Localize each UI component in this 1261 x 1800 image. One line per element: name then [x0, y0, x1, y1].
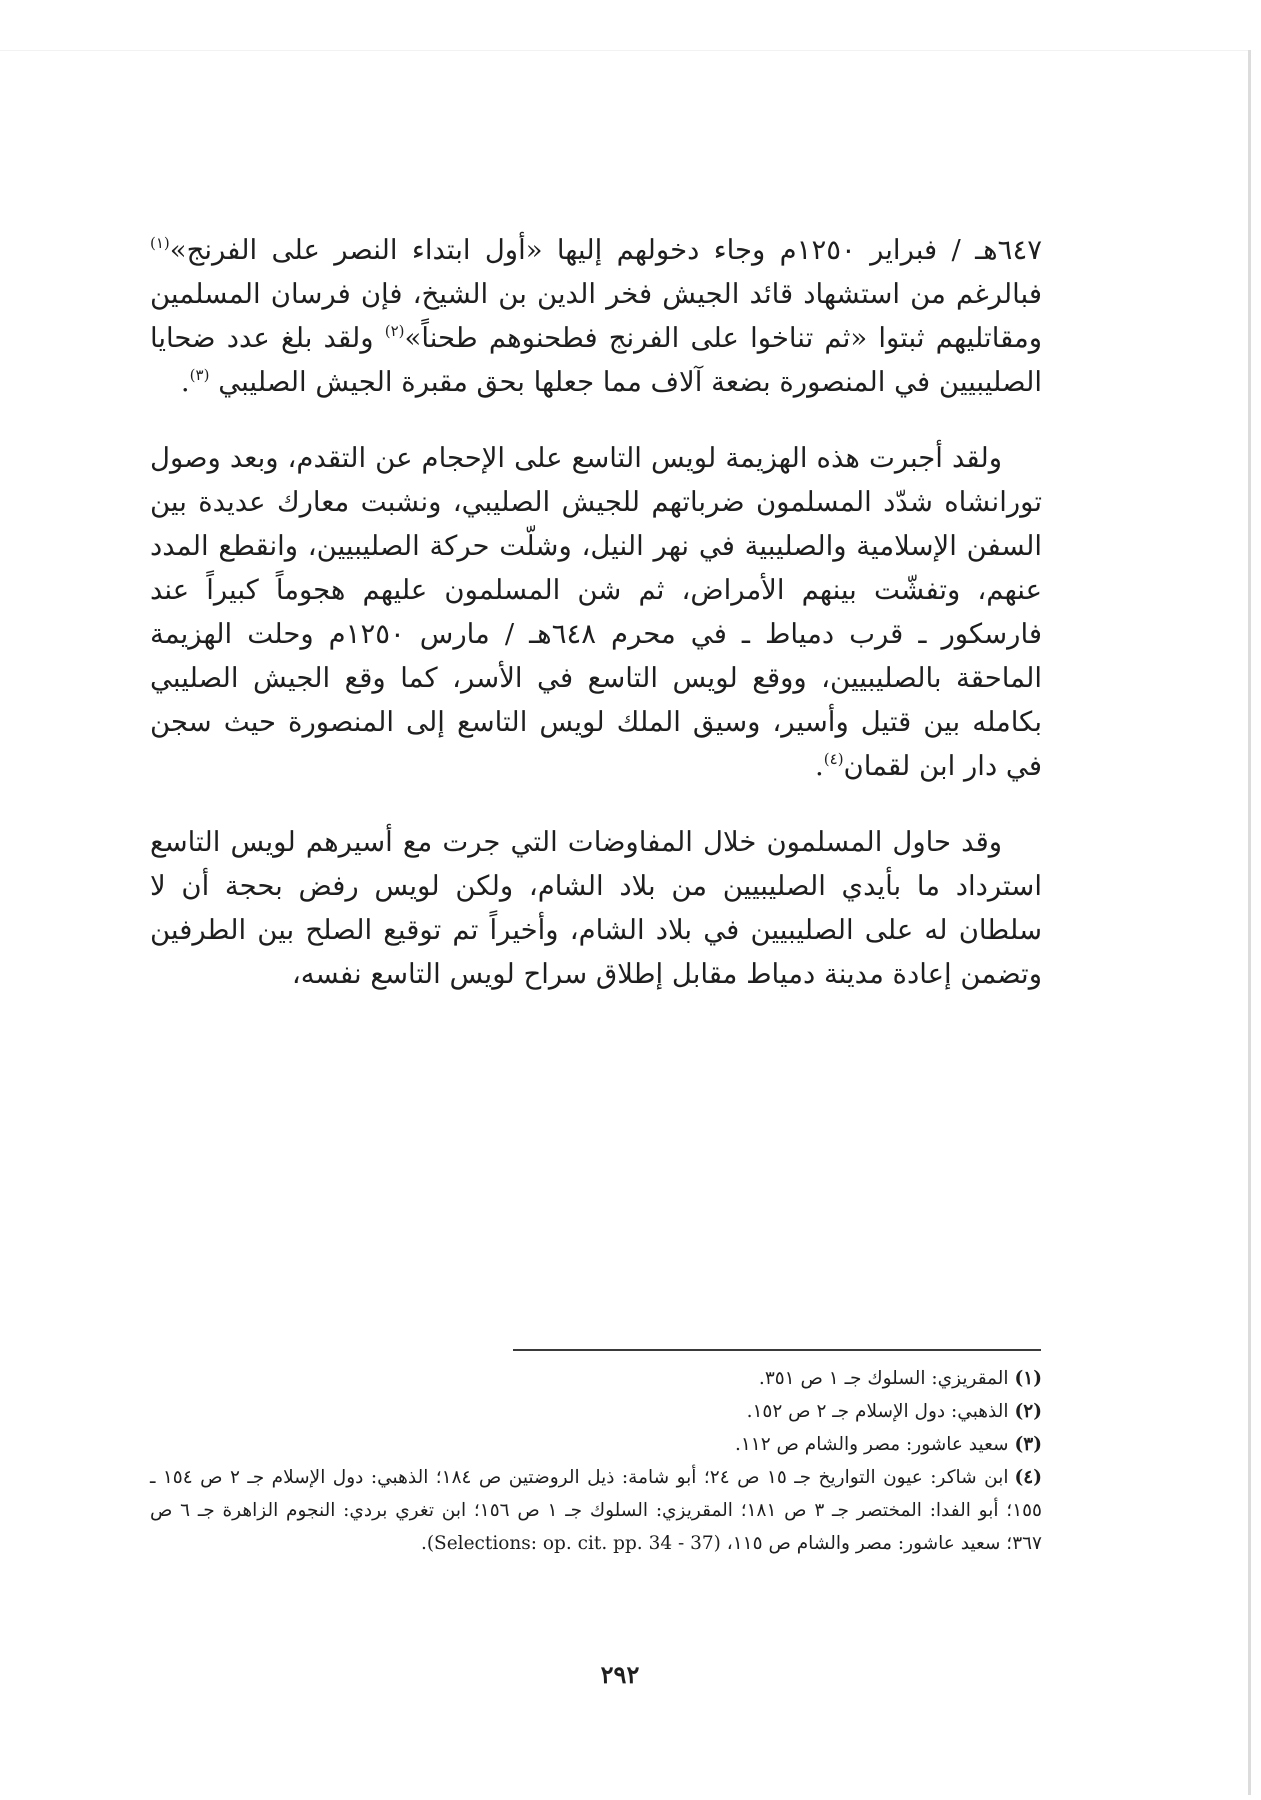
paragraph-text: وقد حاول المسلمون خلال المفاوضات التي جرت مع أسيرهم لويس التاسع استرداد ما بأيدي الصليبيين من بلاد الشام، ولكن لويس رفض بحجة أن لا سلطان له على الصليبيين في بلاد الشام، وأخيراً تم توقيع الصلح بين الطرفين وتضمن إعادة مدينة دمياط مقابل إطلاق سراح لويس التاسع نفسه،	[150, 826, 1042, 990]
footnote-text: سعيد عاشور: مصر والشام ص ١١٢.	[734, 1434, 1009, 1455]
page-edge-right	[1248, 50, 1251, 1795]
footnote-ref-3[interactable]: (٣)	[189, 366, 210, 384]
page-edge-top	[0, 50, 1249, 51]
paragraph-text: ٦٤٧هـ / فبراير ١٢٥٠م وجاء دخولهم إليها «أول ابتداء النصر على الفرنج»	[169, 234, 1042, 266]
footnote-text: الذهبي: دول الإسلام جـ ٢ ص ١٥٢.	[746, 1401, 1009, 1422]
footnotes	[150, 1362, 1042, 1560]
footnote-text: المقريزي: السلوك جـ ١ ص ٣٥١.	[758, 1368, 1009, 1389]
footnote-number: (٤)	[1014, 1467, 1042, 1488]
footnote-number: (١)	[1014, 1368, 1042, 1389]
paragraph-text: .	[815, 750, 824, 782]
footnote-number: (٣)	[1014, 1434, 1042, 1455]
footnote-3	[150, 1428, 1042, 1461]
footnote-ref-4[interactable]: (٤)	[823, 750, 844, 768]
page-number: ٢٩٢	[600, 1660, 640, 1689]
footnote-separator	[513, 1349, 1041, 1351]
footnote-ref-1[interactable]: (١)	[150, 234, 170, 252]
paragraph-text: .	[180, 366, 190, 398]
paragraph-1	[150, 228, 1042, 404]
paragraph-2	[150, 436, 1042, 788]
paragraph-gap	[150, 404, 1042, 436]
paragraph-text: ولقد بلغ عدد ضحايا الصليبيين في المنصورة بضعة آلاف مما جعلها بحق مقبرة الجيش الصليبي	[150, 322, 1042, 398]
paragraph-gap	[150, 788, 1042, 820]
body-text	[150, 228, 1042, 996]
paragraph-text: فبالرغم من استشهاد قائد الجيش فخر الدين بن الشيخ، فإن فرسان المسلمين ومقاتليهم ثبتوا «ثم تناخوا على الفرنج فطحنوهم طحناً»	[150, 278, 1042, 354]
footnote-text: ابن شاكر: عيون التواريخ جـ ١٥ ص ٢٤؛ أبو شامة: ذيل الروضتين ص ١٨٤؛ الذهبي: دول الإسلام جـ ٢ ص ١٥٤ ـ ١٥٥؛ أبو الفدا: المختصر جـ ٣ ص ١٨١؛ المقريزي: السلوك جـ ١ ص ١٥٦؛ ابن تغري بردي: النجوم الزاهرة جـ ٦ ص ٣٦٧؛ سعيد عاشور: مصر والشام ص ١١٥، (Selections: op. cit. pp. 34 - 37).	[150, 1467, 1042, 1554]
footnote-ref-2[interactable]: (٢)	[384, 322, 405, 340]
paragraph-3	[150, 820, 1042, 996]
paragraph-text: ولقد أجبرت هذه الهزيمة لويس التاسع على الإحجام عن التقدم، وبعد وصول تورانشاه شدّد المسلمون ضرباتهم للجيش الصليبي، ونشبت معارك عديدة بين السفن الإسلامية والصليبية في نهر النيل، وشلّت حركة الصليبيين، وانقطع المدد عنهم، وتفشّت بينهم الأمراض، ثم شن المسلمون عليهم هجوماً كبيراً عند فارسكور ـ قرب دمياط ـ في محرم ٦٤٨هـ / مارس ١٢٥٠م وحلت الهزيمة الماحقة بالصليبيين، ووقع لويس التاسع في الأسر، كما وقع الجيش الصليبي بكامله بين قتيل وأسير، وسيق الملك لويس التاسع إلى المنصورة حيث سجن في دار ابن لقمان	[150, 442, 1042, 782]
footnote-2	[150, 1395, 1042, 1428]
footnote-1	[150, 1362, 1042, 1395]
footnote-4	[150, 1461, 1042, 1560]
footnote-number: (٢)	[1014, 1401, 1042, 1422]
